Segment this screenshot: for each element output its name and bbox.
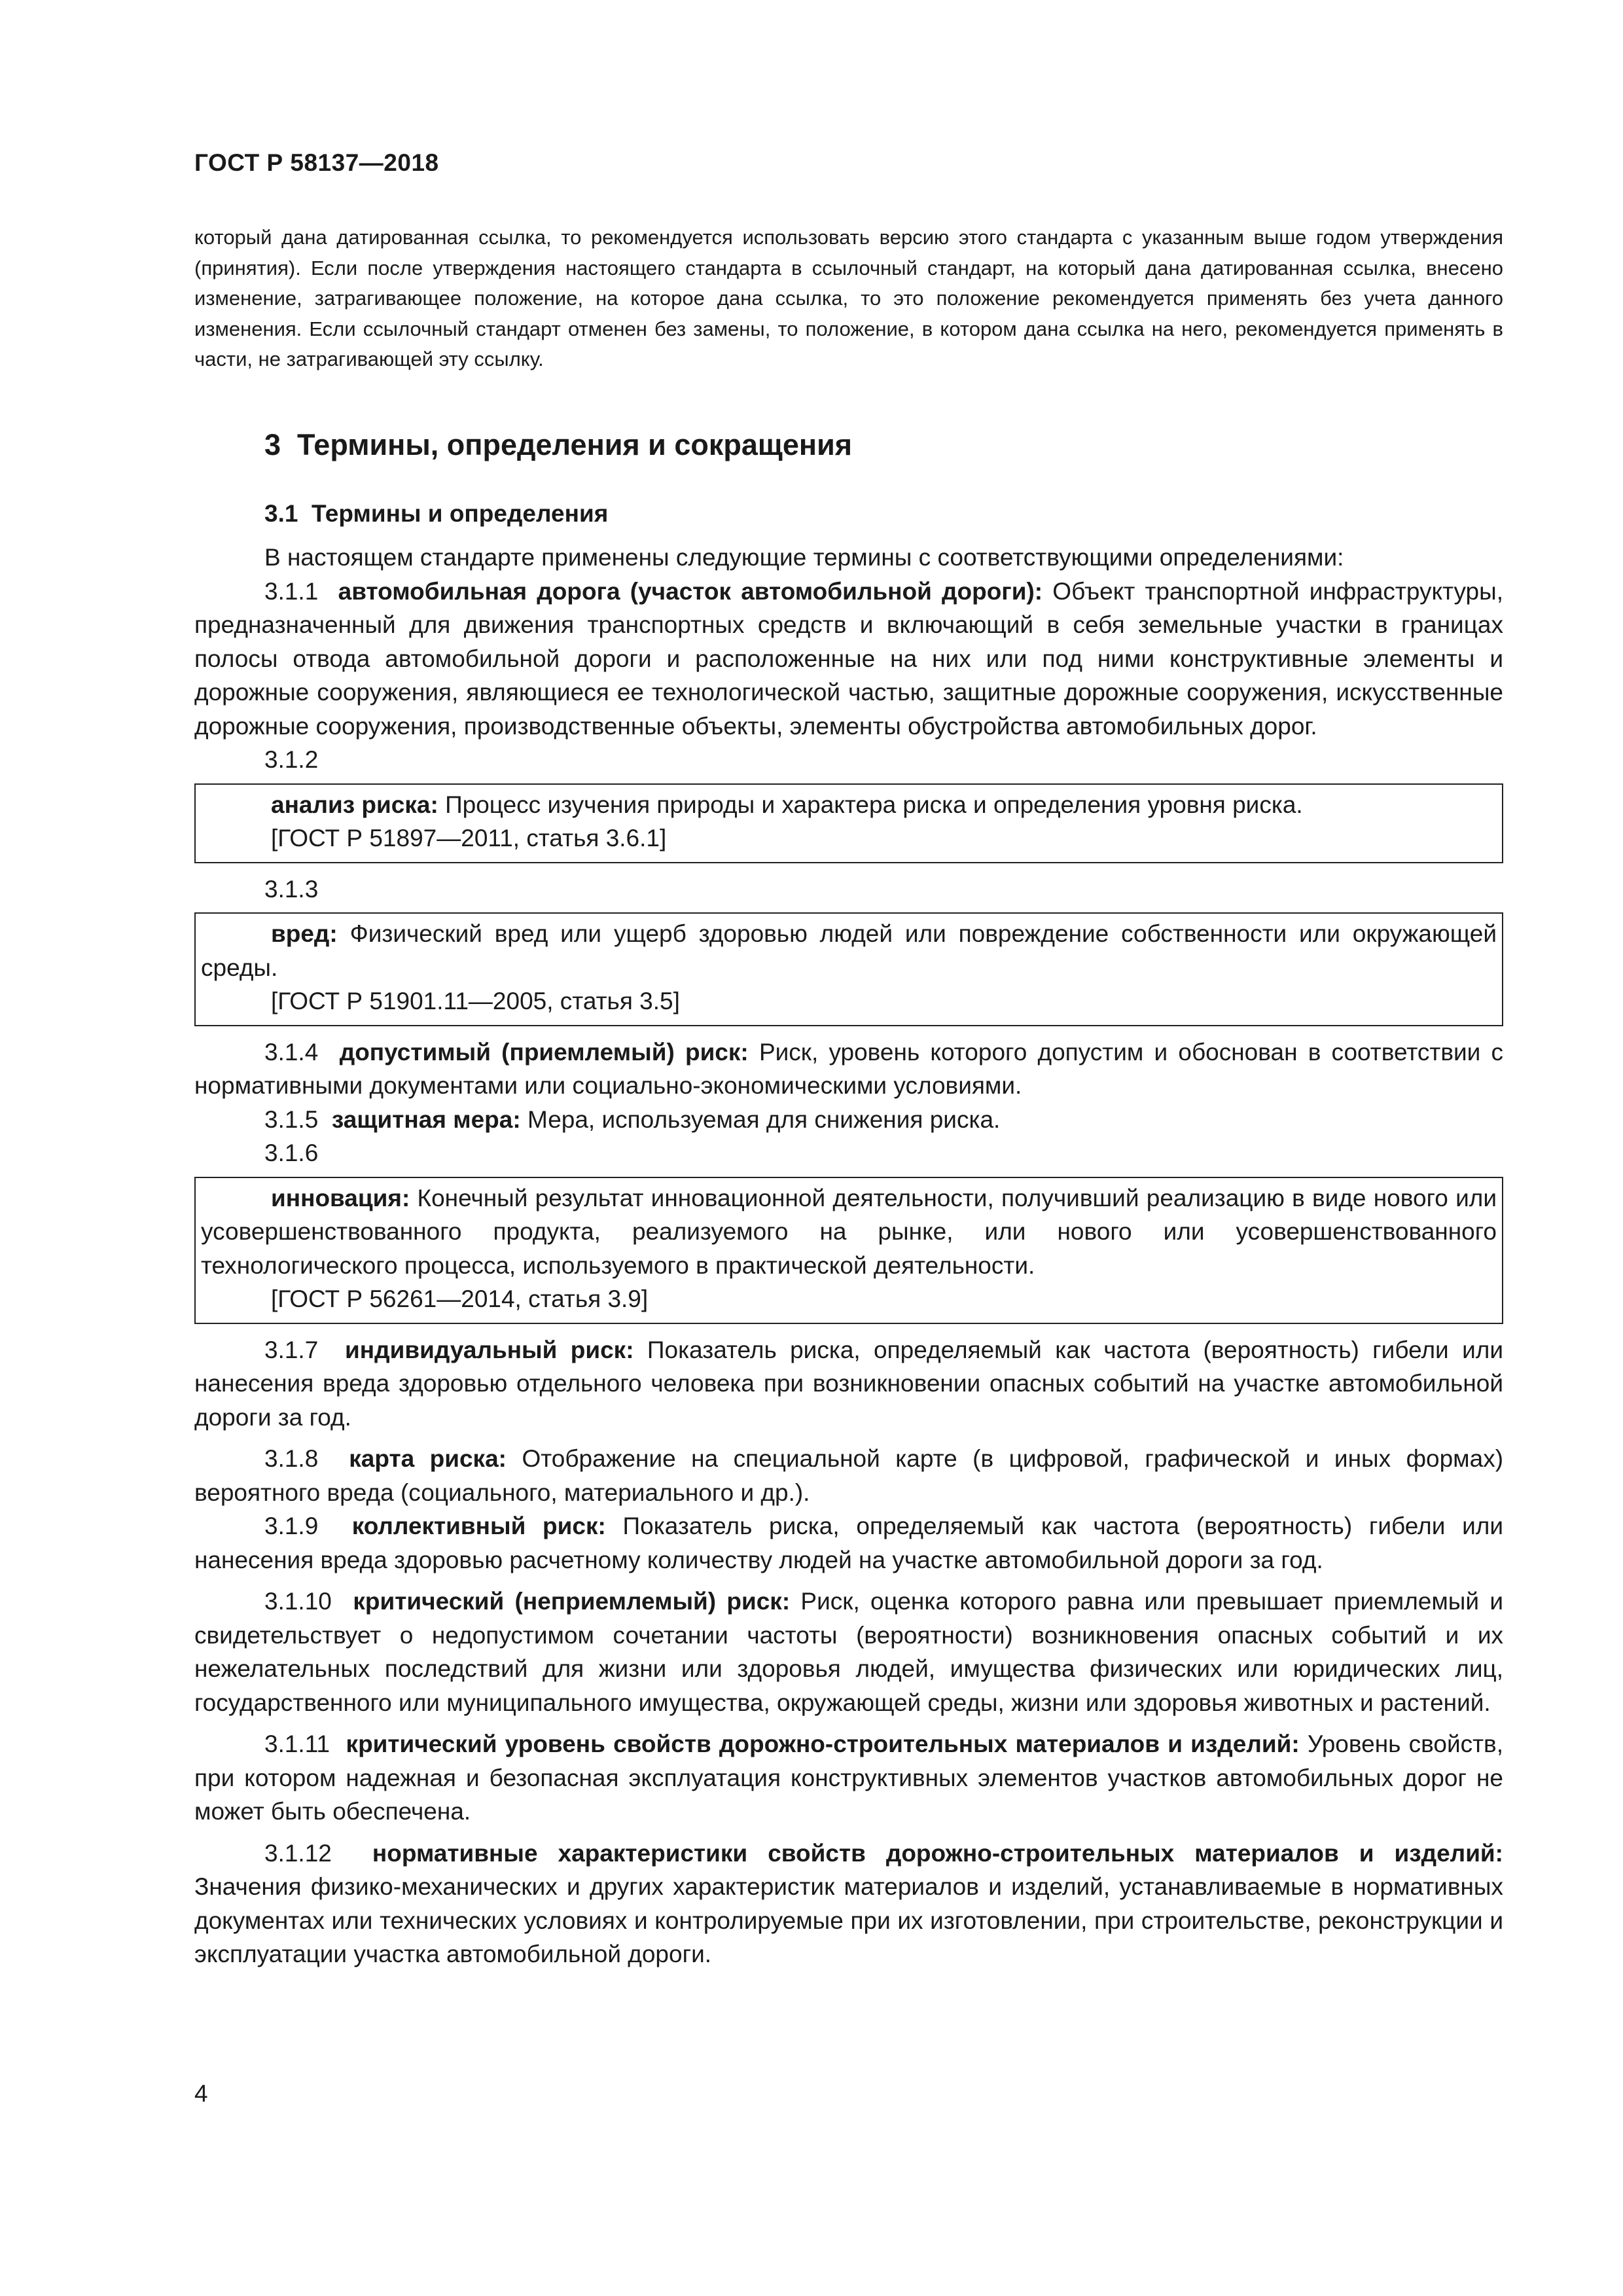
- term-name: автомобильная дорога (участок автомобильной дороги):: [338, 577, 1043, 605]
- term-definition: Процесс изучения природы и характера риска и определения уровня риска.: [445, 791, 1303, 818]
- subsection-title: [264, 500, 608, 528]
- term-name: индивидуальный риск:: [345, 1336, 634, 1363]
- term-box-3-1-6: [194, 1177, 1503, 1324]
- term-name: коллективный риск:: [351, 1513, 606, 1539]
- section-title: [264, 428, 852, 462]
- term-number: 3.1.11: [264, 1731, 330, 1757]
- term-3-1-1: [194, 575, 1503, 744]
- term-3-1-9: [194, 1509, 1503, 1577]
- term-definition: Мера, используемая для снижения риска.: [527, 1105, 1001, 1133]
- term-definition: Показатель риска, определяемый как частота (вероятность) гибели или нанесения вреда здоровью отдельного человека при возникновении опасных событий на участке автомобильной дороги за год.: [194, 1336, 1503, 1431]
- term-box-3-1-3: [194, 912, 1503, 1026]
- term-number: 3.1.1: [264, 577, 319, 605]
- term-number-3-1-3: 3.1.3: [264, 875, 319, 903]
- section-title-text: Термины, определения и сокращения: [297, 428, 852, 461]
- term-number: 3.1.4: [264, 1038, 319, 1066]
- term-definition: Риск, оценка которого равна или превышает приемлемый и свидетельствует о недопустимом сочетании частоты (вероятности) возникновения опасных событий и их нежелательных последствий для жизни или здоровья людей, имущества физических или юридических лиц, государственного или муниципального имущества, окружающей среды, жизни или здоровья животных и растений.: [194, 1588, 1503, 1716]
- term-number: 3.1.7: [264, 1336, 319, 1363]
- subsection-number: 3.1: [264, 500, 298, 527]
- term-definition: Объект транспортной инфраструктуры, предназначенный для движения транспортных средств и включающий в себя земельные участки в границах полосы отвода автомобильной дороги и расположенные на них или под ними конструктивные элементы и дорожные сооружения, являющиеся ее технологической частью, защитные дорожные сооружения, искусственные дорожные сооружения, производственные объекты, элементы обустройства автомобильных дорог.: [194, 577, 1504, 740]
- term-number: 3.1.8: [264, 1445, 319, 1472]
- term-name: анализ риска:: [271, 791, 438, 818]
- term-definition: Риск, уровень которого допустим и обоснован в соответствии с нормативными документами или социально-экономическими условиями.: [194, 1038, 1504, 1099]
- term-3-1-2: [201, 788, 1497, 822]
- term-3-1-12: [194, 1837, 1503, 1971]
- term-definition: Уровень свойств, при котором надежная и безопасная эксплуатация конструктивных элементов участков автомобильных дорог не может быть обеспечена.: [194, 1731, 1503, 1825]
- intro-paragraph: который дана датированная ссылка, то рекомендуется использовать версию этого стандарта с указанным выше годом утверждения (принятия). Если после утверждения настоящего стандарта в ссылочный стандарт, на который дана датированная ссылка, внесено изменение, затрагивающее положение, на которое дана ссылка, то это положение рекомендуется применять без учета данного изменения. Если ссылочный стандарт отменен без замены, то положение, в котором дана ссылка на него, рекомендуется применять в части, не затрагивающей эту ссылку.: [194, 226, 1503, 370]
- term-name: защитная мера:: [331, 1105, 521, 1133]
- term-name: допустимый (приемлемый) риск:: [339, 1038, 749, 1066]
- subsection-title-text: Термины и определения: [312, 500, 609, 527]
- term-source: [ГОСТ Р 56261—2014, статья 3.9]: [271, 1285, 649, 1312]
- term-name: вред:: [271, 920, 338, 947]
- term-source: [ГОСТ Р 51901.11—2005, статья 3.5]: [271, 988, 680, 1014]
- lead-paragraph: В настоящем стандарте применены следующие термины с соответствующими определениями:: [264, 544, 1344, 571]
- term-3-1-7: [194, 1333, 1503, 1435]
- term-name: карта риска:: [349, 1445, 507, 1472]
- term-3-1-4: [194, 1035, 1503, 1103]
- term-name: критический уровень свойств дорожно-строительных материалов и изделий:: [346, 1731, 1300, 1757]
- term-number: 3.1.10: [264, 1588, 332, 1615]
- page-number: 4: [194, 2080, 208, 2107]
- term-number: 3.1.12: [264, 1839, 332, 1867]
- term-3-1-8: [194, 1442, 1503, 1509]
- term-name: нормативные характеристики свойств дорожно-строительных материалов и изделий:: [372, 1839, 1504, 1867]
- term-name: инновация:: [271, 1184, 410, 1211]
- term-definition: Отображение на специальной карте (в цифровой, графической и иных формах) вероятного вреда (социального, материального и др.).: [194, 1445, 1504, 1506]
- term-name: критический (неприемлемый) риск:: [353, 1588, 791, 1615]
- term-definition: Физический вред или ущерб здоровью людей или повреждение собственности или окружающей среды.: [201, 920, 1497, 981]
- term-number: 3.1.5: [264, 1105, 319, 1133]
- document-header: ГОСТ Р 58137—2018: [194, 149, 439, 176]
- terms-content: [194, 541, 1503, 1971]
- term-3-1-11: [194, 1727, 1503, 1829]
- term-3-1-10: [194, 1585, 1503, 1719]
- term-definition: Значения физико-механических и других характеристик материалов и изделий, устанавливаемые в нормативных документах или технических условиях и контролируемые при их изготовлении, при строительстве, реконструкции и эксплуатации участка автомобильной дороги.: [194, 1873, 1503, 1967]
- term-3-1-5: [194, 1103, 1503, 1137]
- term-definition: Показатель риска, определяемый как частота (вероятность) гибели или нанесения вреда здоровью расчетному количеству людей на участке автомобильной дороги за год.: [194, 1513, 1504, 1573]
- term-box-3-1-2: [194, 783, 1503, 863]
- term-number-3-1-6: 3.1.6: [264, 1139, 319, 1166]
- section-number: 3: [264, 428, 281, 461]
- term-3-1-6: [201, 1181, 1497, 1283]
- term-number: 3.1.9: [264, 1513, 319, 1539]
- term-definition: Конечный результат инновационной деятельности, получивший реализацию в виде нового или усовершенствованного продукта, реализуемого на рынке, или нового или усовершенствованного технологического процесса, используемого в практической деятельности.: [201, 1184, 1497, 1279]
- term-source: [ГОСТ Р 51897—2011, статья 3.6.1]: [271, 825, 667, 852]
- term-3-1-3: [201, 917, 1497, 984]
- term-number-3-1-2: 3.1.2: [264, 746, 319, 773]
